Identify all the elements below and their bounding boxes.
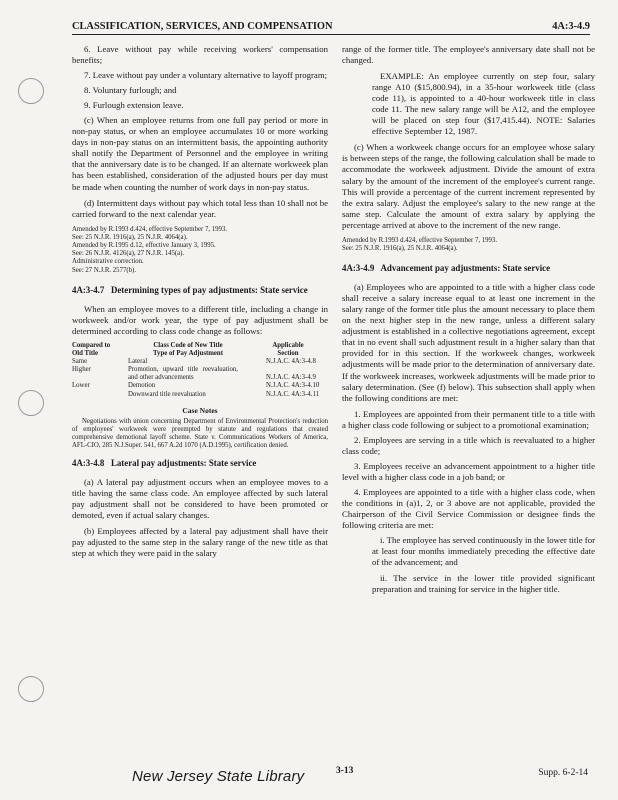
paragraph: When an employee moves to a different title, including a change in workweek and/or work year, the type of pay adjustment shall be determined according to class code change as follows:: [72, 303, 328, 336]
section-heading-4-8: [72, 458, 328, 469]
history-line: Administrative correction.: [72, 258, 144, 266]
history-line: See: 25 N.J.R. 1916(a), 25 N.J.R. 4064(a).: [72, 233, 188, 241]
section-heading-4-7: [72, 285, 328, 296]
section-number: 4A:3-4.9: [342, 263, 375, 274]
list-item: 4. Employees are appointed to a title with a higher class code, when the conditions in (a)1, 2, or 3 above are not applicable, provided the Chairperson of the Civil Service Commission or designee finds the following criteria are met:: [342, 486, 595, 531]
paragraph-c: (c) When a workweek change occurs for an employee whose salary is between steps of the range, the following calculation shall be made to accommodate the workweek adjustment. Divide the amount of extra salary by the amount of the increment of the employee's current range. This will provide a percentage of the current increment represented by the extra salary. Adjust the employee's salary to the new range at the same step. Calculate the amount of extra salary by applying the percentage arrived at above to the increment of the new range.: [342, 142, 595, 230]
case-notes: Negotiations with union concerning Department of Environmental Protection's reduction of employees' workweek were preempted by statute and regulations that created comprehensive demotional layoff scheme. State v. Communications Workers of America, AFL-CIO, 285 N.J.Super. 541, 667 A.2d 1070 (A.D.1995), certification denied.: [72, 417, 328, 449]
paragraph-b: (b) Employees affected by a lateral pay adjustment shall have their pay adjusted to the same step in the salary range of the new title as that step at which they were paid in the salary: [72, 526, 328, 559]
library-watermark: New Jersey State Library: [132, 768, 305, 785]
list-item: 1. Employees are appointed from their permanent title to a title with a higher class code following or subject to a promotional examination;: [342, 408, 595, 430]
sub-item: ii. The service in the lower title provided significant preparation and training for service in the higher title.: [372, 573, 595, 595]
section-title: Advancement pay adjustments: State service: [380, 263, 551, 274]
example-block: EXAMPLE: An employee currently on step four, salary range A10 ($15,800.94), in a 35-hour workweek title (class code 11), is appointed to a 40-hour workweek title in class code 11. The new salary range will be A12, and the employee will be placed on step four ($17,415.44). NOTE: Salaries effective September 12, 1987.: [372, 71, 595, 137]
list-item: 3. Employees receive an advancement appointment to a higher title level with a higher class code in a job band; or: [342, 460, 595, 482]
history-line: Amended by R.1995 d.12, effective January 3, 1995.: [72, 242, 216, 250]
table-row: Same Lateral N.J.A.C. 4A:3-4.8: [72, 358, 316, 366]
list-item: 6. Leave without pay while receiving workers' compensation benefits;: [72, 44, 328, 66]
supplement-date: Supp. 6-2-14: [538, 768, 588, 778]
column-header: Applicable Section: [272, 342, 304, 358]
list-item: 7. Leave without pay under a voluntary alternative to layoff program;: [84, 70, 328, 81]
history-line: See: 26 N.J.R. 4126(a), 27 N.J.R. 145(a).: [72, 250, 185, 258]
binder-hole-top: [18, 78, 44, 104]
list-item: 9. Furlough extension leave.: [84, 100, 184, 111]
sub-item: i. The employee has served continuously in the lower title for at least four months immediately preceding the effective date of the advancement; and: [372, 535, 595, 568]
binder-hole-bottom: [18, 676, 44, 702]
running-header: [72, 12, 590, 35]
paragraph-c: (c) When an employee returns from one full pay period or more in non-pay status, or when an employee accumulates 10 or more working days in non-pay status on an intermittent basis, the appointing authority shall notify the Department of Personnel and the employee in writing that the anniversary date is to be changed. If an alternate workweek plan has been established, consideration of the adjusted hours per day must be made when counting the number of work days in non-pay status.: [72, 115, 328, 192]
history-note: [342, 237, 595, 253]
header-title: CLASSIFICATION, SERVICES, AND COMPENSATION: [72, 21, 333, 32]
section-title: Lateral pay adjustments: State service: [110, 458, 257, 469]
history-line: Amended by R.1993 d.424, effective September 7, 1993.: [342, 236, 498, 244]
paragraph-a: (a) A lateral pay adjustment occurs when an employee moves to a title having the same class code. An employee affected by such lateral pay adjustment shall not be considered to have been promoted or demoted, even if actual salary changes.: [72, 477, 328, 521]
list-item: 2. Employees are serving in a title which is reevaluated to a higher class code;: [342, 434, 595, 456]
table-row: Downward title reevaluation N.J.A.C. 4A:3-4.11: [128, 390, 319, 398]
history-line: Amended by R.1993 d.424, effective September 7, 1993.: [72, 225, 228, 233]
page-number: 3-13: [336, 766, 354, 776]
left-column: [72, 44, 328, 564]
history-note: [72, 226, 328, 275]
column-header: Compared to Old Title: [72, 342, 111, 358]
binder-hole-middle: [18, 390, 44, 416]
history-line: See: 25 N.J.R. 1916(a), 25 N.J.R. 4064(a).: [342, 244, 458, 252]
section-heading-4-9: [342, 263, 595, 274]
case-notes-title: Case Notes: [182, 405, 218, 415]
table-row: Higher Promotion, upward title reevaluation, and other advancements N.J.A.C. 4A:3-4.9: [72, 366, 316, 382]
pay-adjustment-table: [72, 342, 328, 399]
right-column: [342, 44, 595, 600]
paragraph-continued: range of the former title. The employee's anniversary date shall not be changed.: [342, 44, 595, 66]
column-header: Class Code of New Title Type of Pay Adjustment: [153, 342, 223, 358]
paragraph-d: (d) Intermittent days without pay which total less than 10 shall not be carried forward to the next calendar year.: [72, 197, 328, 219]
section-title: Determining types of pay adjustments: State service: [110, 284, 308, 295]
table-row: Lower Demotion N.J.A.C. 4A:3-4.10: [72, 382, 320, 390]
history-line: See: 27 N.J.R. 2577(b).: [72, 266, 136, 274]
paragraph-a: (a) Employees who are appointed to a title with a higher class code shall receive a salary increase equal to at least one increment in the salary range of the former title plus the amount necessary to place them on the next higher step in the new range, unless a different salary adjustment is established in a collective negotiations agreement, except that in no event shall such adjustment result in a higher salary than that provided for in this section. If the workweek changes, workweek adjustments will be made prior to the determination of anniversary date. If the workweek increases, workweek adjustments will be made prior to salary determination. (See (f) below). This subsection shall apply when the following conditions are met:: [342, 282, 595, 403]
section-number: 4A:3-4.7: [72, 284, 105, 295]
list-item: 8. Voluntary furlough; and: [84, 85, 177, 96]
section-number: 4A:3-4.8: [72, 458, 105, 469]
header-section: 4A:3-4.9: [552, 21, 590, 32]
